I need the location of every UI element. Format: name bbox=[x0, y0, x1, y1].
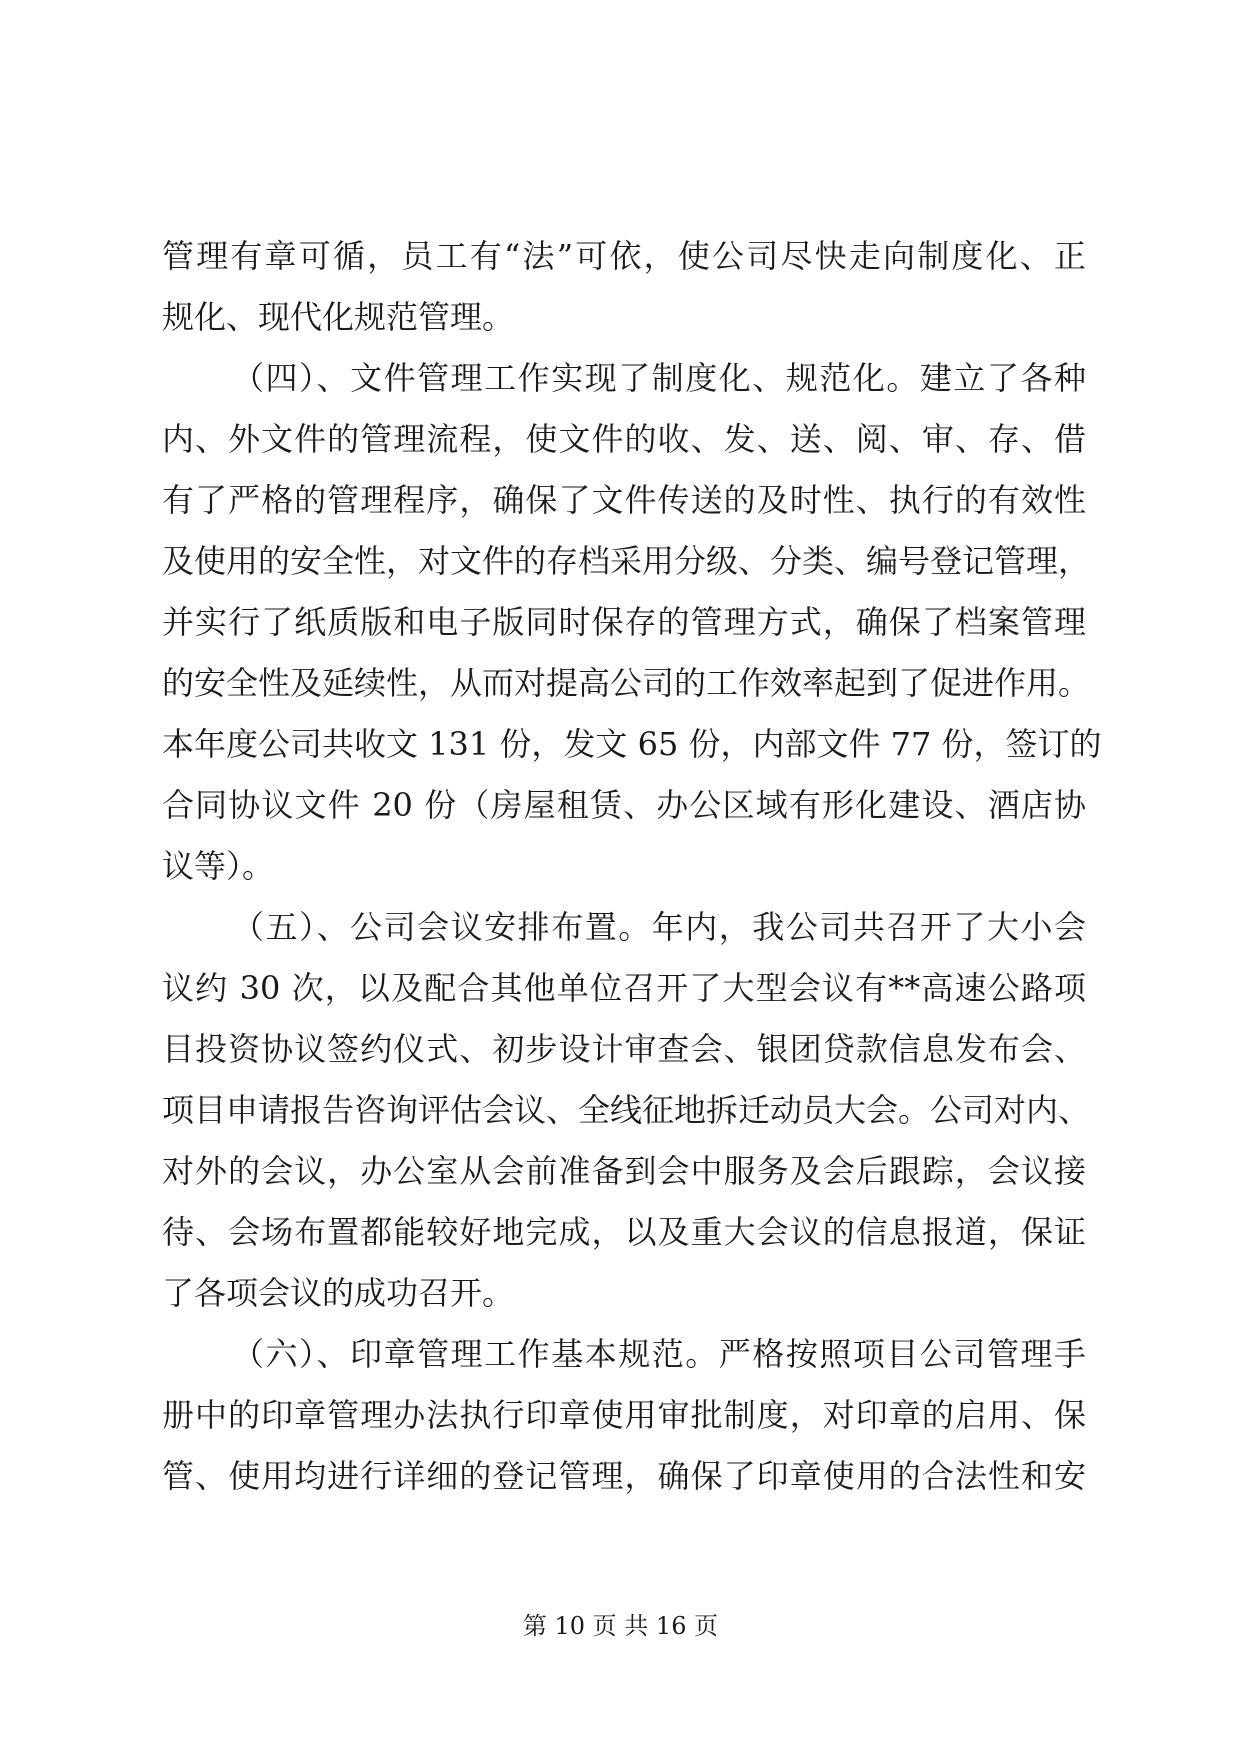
text-line: 内、外文件的管理流程，使文件的收、发、送、阅、审、存、借 bbox=[162, 420, 1086, 458]
text-line: 并实行了纸质版和电子版同时保存的管理方式，确保了档案管理 bbox=[162, 603, 1086, 641]
text-line: 目投资协议签约仪式、初步设计审查会、银团贷款信息发布会、 bbox=[162, 1030, 1086, 1068]
paragraph-first-line: （五）、公司会议安排布置。年内，我公司共召开了大小会 bbox=[232, 908, 1086, 946]
text-line: 的安全性及延续性，从而对提高公司的工作效率起到了促进作用。 bbox=[162, 664, 1091, 702]
text-line: 本年度公司共收文 131 份，发文 65 份，内部文件 77 份，签订的 bbox=[162, 725, 1102, 763]
text-line: 议约 30 次，以及配合其他单位召开了大型会议有**高速公路项 bbox=[162, 969, 1086, 1007]
text-line: 项目申请报告咨询评估会议、全线征地拆迁动员大会。公司对内、 bbox=[162, 1091, 1091, 1129]
paragraph-first-line: （六）、印章管理工作基本规范。严格按照项目公司管理手 bbox=[232, 1335, 1086, 1373]
text-line: 合同协议文件 20 份（房屋租赁、办公区域有形化建设、酒店协 bbox=[162, 786, 1086, 824]
text-line: 有了严格的管理程序，确保了文件传送的及时性、执行的有效性 bbox=[162, 481, 1086, 519]
text-line: 待、会场布置都能较好地完成，以及重大会议的信息报道，保证 bbox=[162, 1213, 1086, 1251]
text-line: 管、使用均进行详细的登记管理，确保了印章使用的合法性和安 bbox=[162, 1457, 1086, 1495]
text-line: 议等）。 bbox=[162, 847, 275, 885]
text-line: 规化、现代化规范管理。 bbox=[162, 298, 515, 336]
text-line: 管理有章可循，员工有“法”可依，使公司尽快走向制度化、正 bbox=[162, 237, 1086, 275]
text-line: 及使用的安全性，对文件的存档采用分级、分类、编号登记管理， bbox=[162, 542, 1091, 580]
text-line: 册中的印章管理办法执行印章使用审批制度，对印章的启用、保 bbox=[162, 1396, 1086, 1434]
page-number-footer: 第 10 页 共 16 页 bbox=[522, 1612, 719, 1640]
text-line: 对外的会议，办公室从会前准备到会中服务及会后跟踪，会议接 bbox=[162, 1152, 1086, 1190]
text-line: 了各项会议的成功召开。 bbox=[162, 1274, 515, 1312]
document-body bbox=[162, 226, 1102, 1507]
paragraph-first-line: （四）、文件管理工作实现了制度化、规范化。建立了各种 bbox=[232, 359, 1086, 397]
